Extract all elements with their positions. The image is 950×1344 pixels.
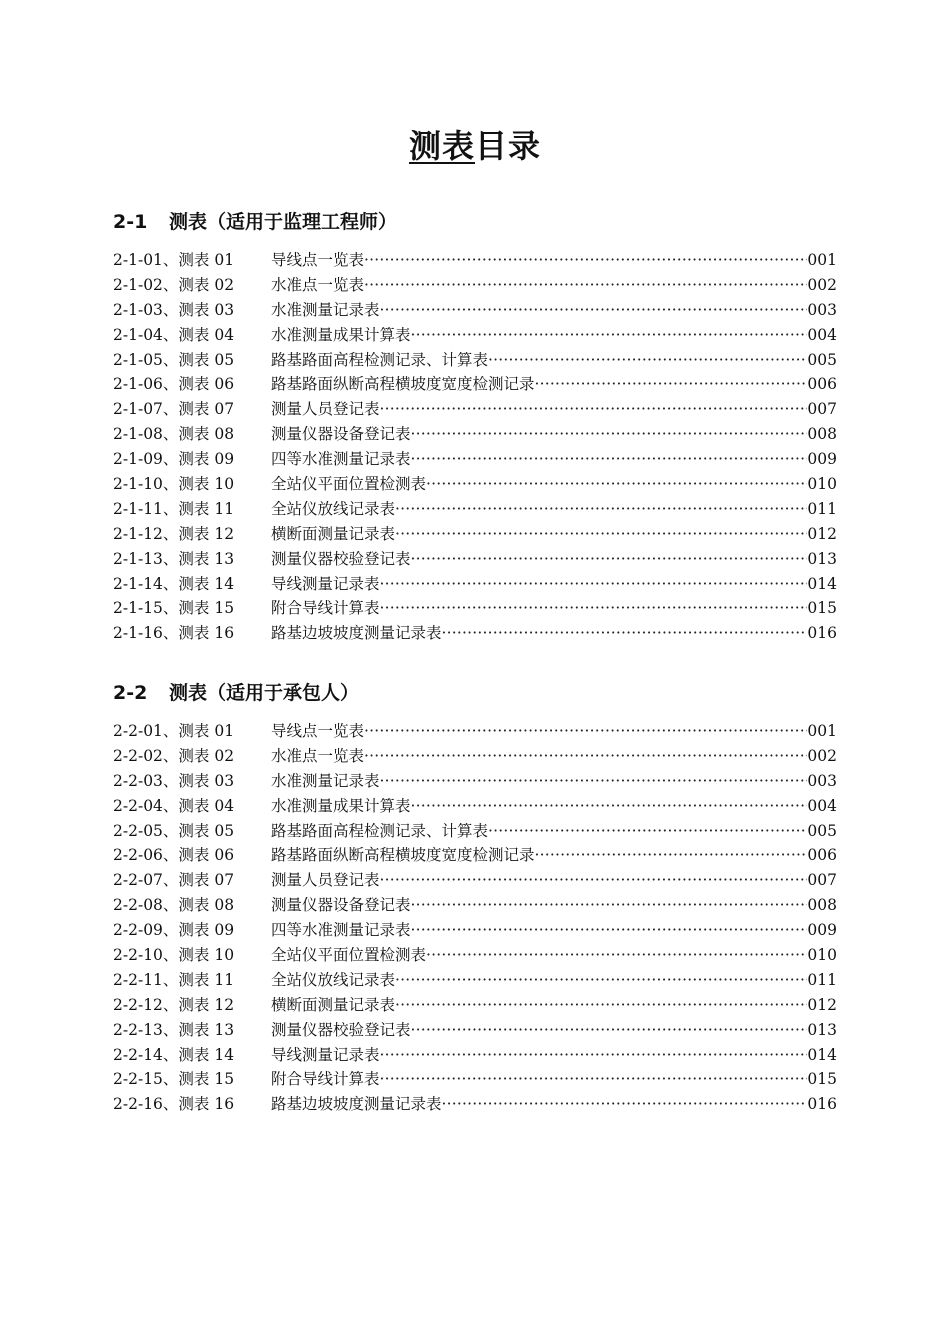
dot-leader <box>411 422 808 447</box>
toc-entry-page: 006 <box>807 846 837 865</box>
toc-entry-title: 路基边坡坡度测量记录表 <box>271 1095 442 1114</box>
toc-entry-page: 015 <box>807 599 837 618</box>
dot-leader <box>364 744 807 769</box>
toc-entry-code: 2-2-10、测表 10 <box>113 946 235 965</box>
toc-entry <box>113 472 837 497</box>
toc-entry-title: 导线点一览表 <box>271 251 365 269</box>
toc-entry <box>113 397 837 422</box>
toc-entry <box>113 596 837 621</box>
toc-entry <box>113 1043 837 1068</box>
dot-leader <box>380 397 808 422</box>
toc-entry-page: 014 <box>807 1045 837 1064</box>
toc-entry-page: 014 <box>807 574 837 593</box>
toc-entry-title: 全站仪平面位置检测表 <box>271 946 427 965</box>
toc-entry-title: 测量仪器设备登记表 <box>271 896 411 915</box>
toc-entry-title: 测量仪器校验登记表 <box>271 549 411 568</box>
dot-leader <box>380 596 808 621</box>
toc-entry-title: 水准测量记录表 <box>271 300 380 319</box>
toc-entry-page: 008 <box>807 425 837 444</box>
dot-leader <box>380 1043 808 1068</box>
toc-entry-page: 003 <box>807 771 837 790</box>
toc-entry-title: 导线测量记录表 <box>271 1045 380 1064</box>
page-title-rest: 目录 <box>475 127 542 165</box>
section-heading <box>113 198 837 246</box>
toc-entry <box>113 918 837 943</box>
dot-leader <box>380 868 808 893</box>
toc-entry-code: 2-1-09、测表 09 <box>113 450 235 469</box>
toc-entry-title: 测量仪器校验登记表 <box>271 1020 411 1039</box>
toc-entry-page: 002 <box>807 746 837 765</box>
dot-leader <box>411 893 808 918</box>
toc-entry-page: 006 <box>807 375 837 394</box>
dot-leader <box>364 248 807 273</box>
dot-leader <box>488 819 807 844</box>
toc-entry-code: 2-1-06、测表 06 <box>113 375 235 394</box>
section-contractor <box>113 669 837 1117</box>
dot-leader <box>380 769 808 794</box>
toc-entry-code: 2-1-07、测表 07 <box>113 400 235 419</box>
toc-entry-code: 2-2-14、测表 14 <box>113 1045 235 1064</box>
toc-list <box>113 719 837 1117</box>
dot-leader <box>380 1067 808 1092</box>
toc-list <box>113 248 837 646</box>
dot-leader <box>426 943 807 968</box>
toc-entry-code: 2-2-06、测表 06 <box>113 846 235 865</box>
toc-entry-page: 001 <box>807 722 837 740</box>
toc-entry-page: 016 <box>807 624 837 643</box>
toc-entry <box>113 893 837 918</box>
toc-entry <box>113 572 837 597</box>
toc-entry-code: 2-1-12、测表 12 <box>113 524 235 543</box>
toc-entry <box>113 943 837 968</box>
toc-entry <box>113 372 837 397</box>
toc-entry-title: 附合导线计算表 <box>271 1070 380 1089</box>
dot-leader <box>535 843 808 868</box>
toc-entry-page: 005 <box>807 350 837 369</box>
toc-entry <box>113 323 837 348</box>
dot-leader <box>395 522 807 547</box>
toc-entry <box>113 422 837 447</box>
toc-entry-page: 002 <box>807 275 837 294</box>
dot-leader <box>395 497 807 522</box>
toc-entry-title: 路基路面高程检测记录、计算表 <box>271 350 489 369</box>
toc-entry-page: 007 <box>807 871 837 890</box>
section-title: 测表（适用于监理工程师） <box>169 211 398 233</box>
toc-entry-title: 水准测量成果计算表 <box>271 796 411 815</box>
dot-leader <box>395 968 807 993</box>
toc-entry-title: 横断面测量记录表 <box>271 995 396 1014</box>
page-title <box>0 122 950 170</box>
toc-entry <box>113 621 837 646</box>
dot-leader <box>442 1092 808 1117</box>
toc-entry-code: 2-1-05、测表 05 <box>113 350 235 369</box>
toc-entry-code: 2-1-14、测表 14 <box>113 574 235 593</box>
toc-entry-page: 001 <box>807 251 837 269</box>
toc-entry-page: 007 <box>807 400 837 419</box>
toc-entry-title: 路基边坡坡度测量记录表 <box>271 624 442 643</box>
toc-entry <box>113 273 837 298</box>
toc-entry-code: 2-2-16、测表 16 <box>113 1095 235 1114</box>
toc-entry-title: 水准点一览表 <box>271 746 365 765</box>
dot-leader <box>411 918 808 943</box>
toc-entry <box>113 497 837 522</box>
toc-entry <box>113 298 837 323</box>
dot-leader <box>411 794 808 819</box>
dot-leader <box>442 621 808 646</box>
dot-leader <box>411 447 808 472</box>
dot-leader <box>488 348 807 373</box>
toc-entry <box>113 522 837 547</box>
toc-entry-title: 四等水准测量记录表 <box>271 921 411 940</box>
toc-entry-title: 全站仪放线记录表 <box>271 499 396 518</box>
toc-entry-code: 2-1-15、测表 15 <box>113 599 235 618</box>
toc-entry-code: 2-1-04、测表 04 <box>113 325 235 344</box>
toc-entry-code: 2-2-08、测表 08 <box>113 896 235 915</box>
dot-leader <box>380 298 808 323</box>
toc-entry-page: 004 <box>807 796 837 815</box>
toc-entry-code: 2-1-10、测表 10 <box>113 475 235 494</box>
toc-entry <box>113 547 837 572</box>
toc-entry-page: 009 <box>807 450 837 469</box>
dot-leader <box>411 323 808 348</box>
toc-entry-page: 010 <box>807 946 837 965</box>
toc-entry-page: 012 <box>807 524 837 543</box>
dot-leader <box>535 372 808 397</box>
toc-entry <box>113 348 837 373</box>
toc-entry-title: 导线点一览表 <box>271 722 365 740</box>
dot-leader <box>364 719 807 744</box>
toc-entry <box>113 719 837 744</box>
toc-entry-page: 005 <box>807 821 837 840</box>
toc-entry <box>113 843 837 868</box>
dot-leader <box>380 572 808 597</box>
dot-leader <box>411 547 808 572</box>
toc-entry-title: 附合导线计算表 <box>271 599 380 618</box>
dot-leader <box>364 273 807 298</box>
toc-entry-title: 全站仪放线记录表 <box>271 970 396 989</box>
toc-entry-title: 横断面测量记录表 <box>271 524 396 543</box>
toc-entry-code: 2-2-11、测表 11 <box>113 970 235 989</box>
toc-entry <box>113 993 837 1018</box>
toc-entry-title: 测量仪器设备登记表 <box>271 425 411 444</box>
section-number: 2-2 <box>113 682 148 704</box>
toc-entry-code: 2-2-04、测表 04 <box>113 796 235 815</box>
toc-entry-page: 011 <box>807 499 837 518</box>
toc-entry <box>113 868 837 893</box>
toc-entry <box>113 248 837 273</box>
toc-entry-title: 全站仪平面位置检测表 <box>271 475 427 494</box>
toc-entry-title: 四等水准测量记录表 <box>271 450 411 469</box>
toc-entry-code: 2-1-16、测表 16 <box>113 624 235 643</box>
toc-entry <box>113 769 837 794</box>
toc-entry-code: 2-1-01、测表 01 <box>113 251 235 269</box>
toc-entry-page: 012 <box>807 995 837 1014</box>
toc-entry-title: 导线测量记录表 <box>271 574 380 593</box>
section-title: 测表（适用于承包人） <box>169 682 360 704</box>
toc-entry-code: 2-1-08、测表 08 <box>113 425 235 444</box>
toc-entry-code: 2-2-03、测表 03 <box>113 771 235 790</box>
toc-entry-code: 2-2-02、测表 02 <box>113 746 235 765</box>
toc-entry-title: 水准点一览表 <box>271 275 365 294</box>
toc-entry <box>113 744 837 769</box>
toc-entry-page: 003 <box>807 300 837 319</box>
toc-entry-code: 2-2-01、测表 01 <box>113 722 235 740</box>
toc-entry-code: 2-2-05、测表 05 <box>113 821 235 840</box>
toc-entry-title: 路基路面高程检测记录、计算表 <box>271 821 489 840</box>
section-supervisor <box>113 198 837 646</box>
toc-entry-page: 009 <box>807 921 837 940</box>
toc-entry-title: 水准测量成果计算表 <box>271 325 411 344</box>
dot-leader <box>426 472 807 497</box>
toc-entry-page: 013 <box>807 1020 837 1039</box>
toc-entry-code: 2-1-11、测表 11 <box>113 499 235 518</box>
toc-entry <box>113 1067 837 1092</box>
toc-entry <box>113 968 837 993</box>
section-number: 2-1 <box>113 211 148 233</box>
toc-entry-page: 004 <box>807 325 837 344</box>
toc-entry-code: 2-2-15、测表 15 <box>113 1070 235 1089</box>
dot-leader <box>411 1018 808 1043</box>
dot-leader <box>395 993 807 1018</box>
toc-entry-title: 路基路面纵断高程横坡度宽度检测记录 <box>271 846 535 865</box>
toc-entry-code: 2-2-12、测表 12 <box>113 995 235 1014</box>
toc-entry-code: 2-1-13、测表 13 <box>113 549 235 568</box>
toc-entry-page: 010 <box>807 475 837 494</box>
toc-entry-page: 011 <box>807 970 837 989</box>
toc-entry <box>113 1018 837 1043</box>
toc-entry-code: 2-2-07、测表 07 <box>113 871 235 890</box>
toc-entry <box>113 447 837 472</box>
toc-entry-title: 路基路面纵断高程横坡度宽度检测记录 <box>271 375 535 394</box>
toc-entry <box>113 819 837 844</box>
toc-entry-page: 008 <box>807 896 837 915</box>
page-title-underlined: 测表 <box>408 127 475 165</box>
toc-entry-code: 2-1-03、测表 03 <box>113 300 235 319</box>
toc-entry-page: 013 <box>807 549 837 568</box>
toc-entry <box>113 794 837 819</box>
toc-entry-title: 测量人员登记表 <box>271 400 380 419</box>
toc-entry-code: 2-2-13、测表 13 <box>113 1020 235 1039</box>
toc-entry-page: 015 <box>807 1070 837 1089</box>
toc-entry-code: 2-1-02、测表 02 <box>113 275 235 294</box>
section-heading <box>113 669 837 717</box>
toc-entry-code: 2-2-09、测表 09 <box>113 921 235 940</box>
toc-entry-title: 测量人员登记表 <box>271 871 380 890</box>
toc-entry-title: 水准测量记录表 <box>271 771 380 790</box>
toc-entry <box>113 1092 837 1117</box>
toc-entry-page: 016 <box>807 1095 837 1114</box>
